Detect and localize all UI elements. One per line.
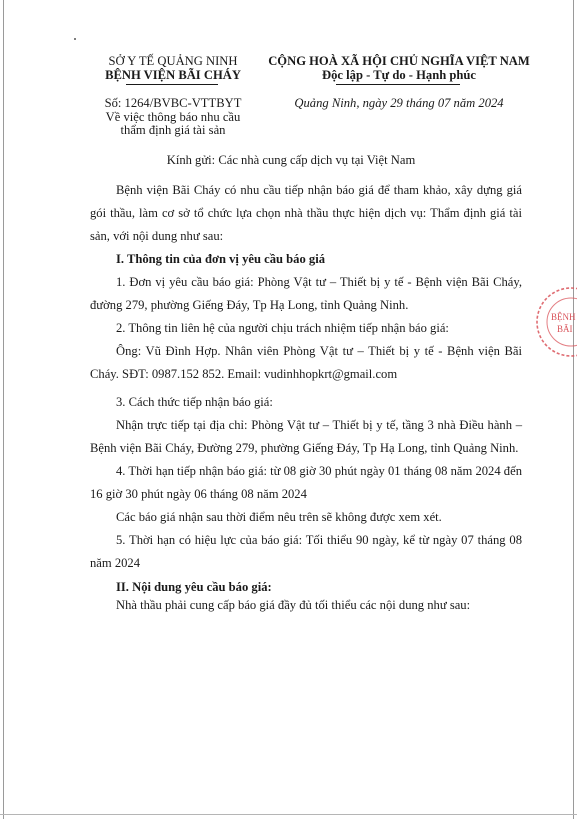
section1-item1: 1. Đơn vị yêu cầu báo giá: Phòng Vật tư – Thiết bị y tế - Bệnh viện Bãi Cháy, đường 279, phường Giếng Đáy, Tp Hạ Long, tỉnh Quảng Ninh. [90,275,522,312]
section1-item4-note: Các báo giá nhận sau thời điểm nêu trên sẽ không được xem xét. [116,510,442,524]
section1-item2: 2. Thông tin liên hệ của người chịu trách nhiệm tiếp nhận báo giá: [116,321,449,335]
place-date: Quảng Ninh, ngày 29 tháng 07 năm 2024 [294,96,504,110]
section1-item4: 4. Thời hạn tiếp nhận báo giá: từ 08 giờ 30 phút ngày 01 tháng 08 năm 2024 đến 16 giờ 30 phút ngày 06 tháng 08 năm 2024 [90,464,522,501]
stamp-inner-ring [547,298,577,346]
doc-number: Số: 1264/BVBC-VTTBYT [104,96,242,110]
page-edge-bottom [0,814,577,815]
section2-intro: Nhà thầu phải cung cấp báo giá đầy đủ tối thiểu các nội dung như sau: [116,598,471,612]
page-edge-left [3,0,4,819]
section1-item2-detail: Ông: Vũ Đình Hợp. Nhân viên Phòng Vật tư – Thiết bị y tế - Bệnh viện Bãi Cháy. SĐT: 0987.152 852. Email: vudinhhopkrt@gmail.com [90,344,522,381]
recipient: Kính gửi: Các nhà cung cấp dịch vụ tại Việt Nam [166,153,416,167]
header-dept: SỞ Y TẾ QUẢNG NINH [108,54,238,68]
hospital-underline [126,84,218,85]
scan-speck [74,38,76,40]
section1-title: I. Thông tin của đơn vị yêu cầu báo giá [116,252,325,266]
stamp-text-line2: BÃI [557,324,573,334]
stamp-text-line1: BỆNH [551,312,576,322]
section1-item3: 3. Cách thức tiếp nhận báo giá: [116,395,273,409]
document-body [90,179,522,614]
page-edge-right [573,0,574,819]
motto-underline [336,84,460,85]
section1-item5: 5. Thời hạn có hiệu lực của báo giá: Tối thiểu 90 ngày, kể từ ngày 07 tháng 08 năm 2024 [90,533,522,570]
header-hospital: BỆNH VIỆN BÃI CHÁY [105,68,241,82]
doc-subject-line2: thẩm định giá tài sản [120,123,226,137]
intro-paragraph: Bệnh viện Bãi Cháy có nhu cầu tiếp nhận báo giá để tham khảo, xây dựng giá gói thầu, làm cơ sở tổ chức lựa chọn nhà thầu thực hiện dịch vụ: Thẩm định giá tài sản, với nội dung như sau: [90,183,522,243]
doc-subject-line1: Về việc thông báo nhu cầu [105,110,241,124]
section2-title: II. Nội dung yêu cầu báo giá: [116,580,272,594]
red-stamp [531,282,577,362]
header-motto: Độc lập - Tự do - Hạnh phúc [322,68,476,82]
section1-item3-detail: Nhận trực tiếp tại địa chỉ: Phòng Vật tư – Thiết bị y tế, tầng 3 nhà Điều hành – Bệnh viện Bãi Cháy, Đường 279, phường Giếng Đáy, Tp Hạ Long, tỉnh Quảng Ninh. [90,418,522,455]
header-country: CỘNG HOÀ XÃ HỘI CHỦ NGHĨA VIỆT NAM [268,54,530,68]
